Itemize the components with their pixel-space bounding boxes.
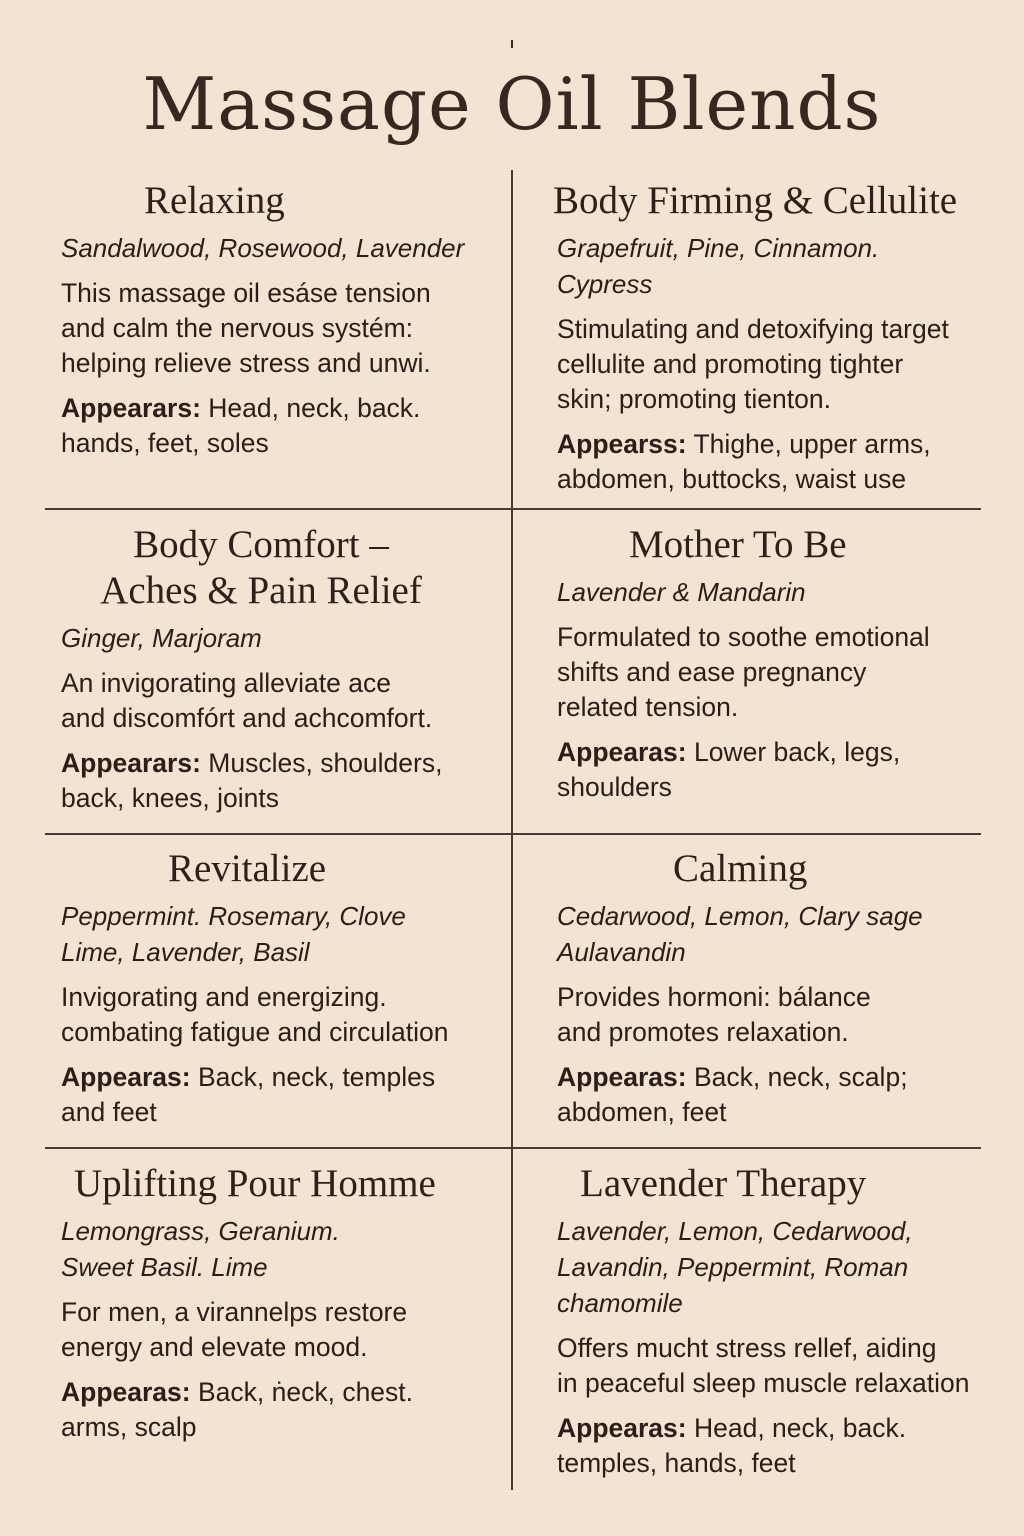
row-divider [45, 508, 981, 510]
blend-name: Body Comfort – Aches & Pain Relief [100, 523, 422, 612]
application-label: Appearars: [61, 393, 201, 423]
blend-card-calming [557, 846, 987, 1130]
application-label: Appearss: [557, 429, 687, 459]
application-label: Appearas: [61, 1377, 191, 1407]
blend-name: Mother To Be [629, 523, 847, 566]
blend-card-body-comfort [61, 522, 491, 816]
blend-application-areas: Appearars: Muscles, shoulders, back, knees, joints [61, 748, 443, 813]
page-title: Massage Oil Blends [142, 62, 882, 146]
blend-description: Stimulating and detoxifying target cellulite and promoting tighter skin; promoting tienton. [557, 314, 949, 414]
blend-application-areas: Appearas: Back, ṅeck, chest. arms, scalp [61, 1377, 414, 1442]
blend-description: An invigorating alleviate ace and discomfórt and achcomfort. [61, 668, 433, 733]
application-label: Appearas: [61, 1062, 191, 1092]
blend-ingredients: Sandalwood, Rosewood, Lavender [61, 233, 465, 263]
application-label: Appearas: [557, 1062, 687, 1092]
blend-card-lavender-therapy [557, 1161, 987, 1481]
blend-ingredients: Peppermint. Rosemary, Clove Lime, Lavender, Basil [61, 901, 406, 967]
top-divider-tick [511, 40, 513, 48]
blend-ingredients: Ginger, Marjoram [61, 623, 262, 653]
blend-description: For men, a virannelps restore energy and elevate mood. [61, 1297, 408, 1362]
blend-application-areas: Appearas: Lower back, legs, shoulders [557, 737, 901, 802]
blend-application-areas: Appearars: Head, neck, back. hands, feet, soles [61, 393, 421, 458]
blend-card-body-firming [553, 178, 987, 497]
blend-ingredients: Lemongrass, Geranium. Sweet Basil. Lime [61, 1216, 340, 1282]
blend-ingredients: Cedarwood, Lemon, Clary sage Aulavandin [557, 901, 923, 967]
blend-description: Invigorating and energizing. combating fatigue and circulation [61, 982, 449, 1047]
application-label: Appearars: [61, 748, 201, 778]
blend-ingredients: Lavender, Lemon, Cedarwood, Lavandin, Peppermint, Roman chamomile [557, 1216, 913, 1318]
blend-application-areas: Appearas: Head, neck, back. temples, hands, feet [557, 1413, 907, 1478]
application-label: Appearas: [557, 1413, 687, 1443]
blend-card-uplifting-pour-homme [61, 1161, 491, 1445]
blend-card-revitalize [61, 846, 491, 1130]
blend-application-areas: Appearas: Back, neck, temples and feet [61, 1062, 436, 1127]
blend-name: Relaxing [144, 179, 285, 222]
blend-card-relaxing [61, 178, 491, 461]
blend-ingredients: Grapefruit, Pine, Cinnamon. Cypress [557, 233, 880, 299]
blend-name: Revitalize [168, 847, 327, 890]
application-label: Appearas: [557, 737, 687, 767]
blend-application-areas: Appearas: Back, neck, scalp; abdomen, feet [557, 1062, 908, 1127]
blend-ingredients: Lavender & Mandarin [557, 577, 806, 607]
blend-description: Offers mucht stress rellef, aiding in peaceful sleep muscle relaxation [557, 1333, 970, 1398]
row-divider [45, 833, 981, 835]
blend-name: Uplifting Pour Homme [74, 1162, 436, 1205]
blend-description: Formulated to soothe emotional shifts and ease pregnancy related tension. [557, 622, 930, 722]
blend-name: Calming [673, 847, 808, 890]
blend-name: Lavender Therapy [580, 1162, 867, 1205]
blend-description: This massage oil esáse tension and calm the nervous systém: helping relieve stress and unwi. [61, 278, 431, 378]
row-divider [45, 1147, 981, 1149]
blend-description: Provides hormoni: bálance and promotes relaxation. [557, 982, 871, 1047]
blend-card-mother-to-be [557, 522, 987, 805]
blend-name: Body Firming & Cellulite [553, 179, 958, 222]
column-divider [511, 170, 513, 1490]
blend-application-areas: Appearss: Thighe, upper arms, abdomen, buttocks, waist use [557, 429, 931, 494]
